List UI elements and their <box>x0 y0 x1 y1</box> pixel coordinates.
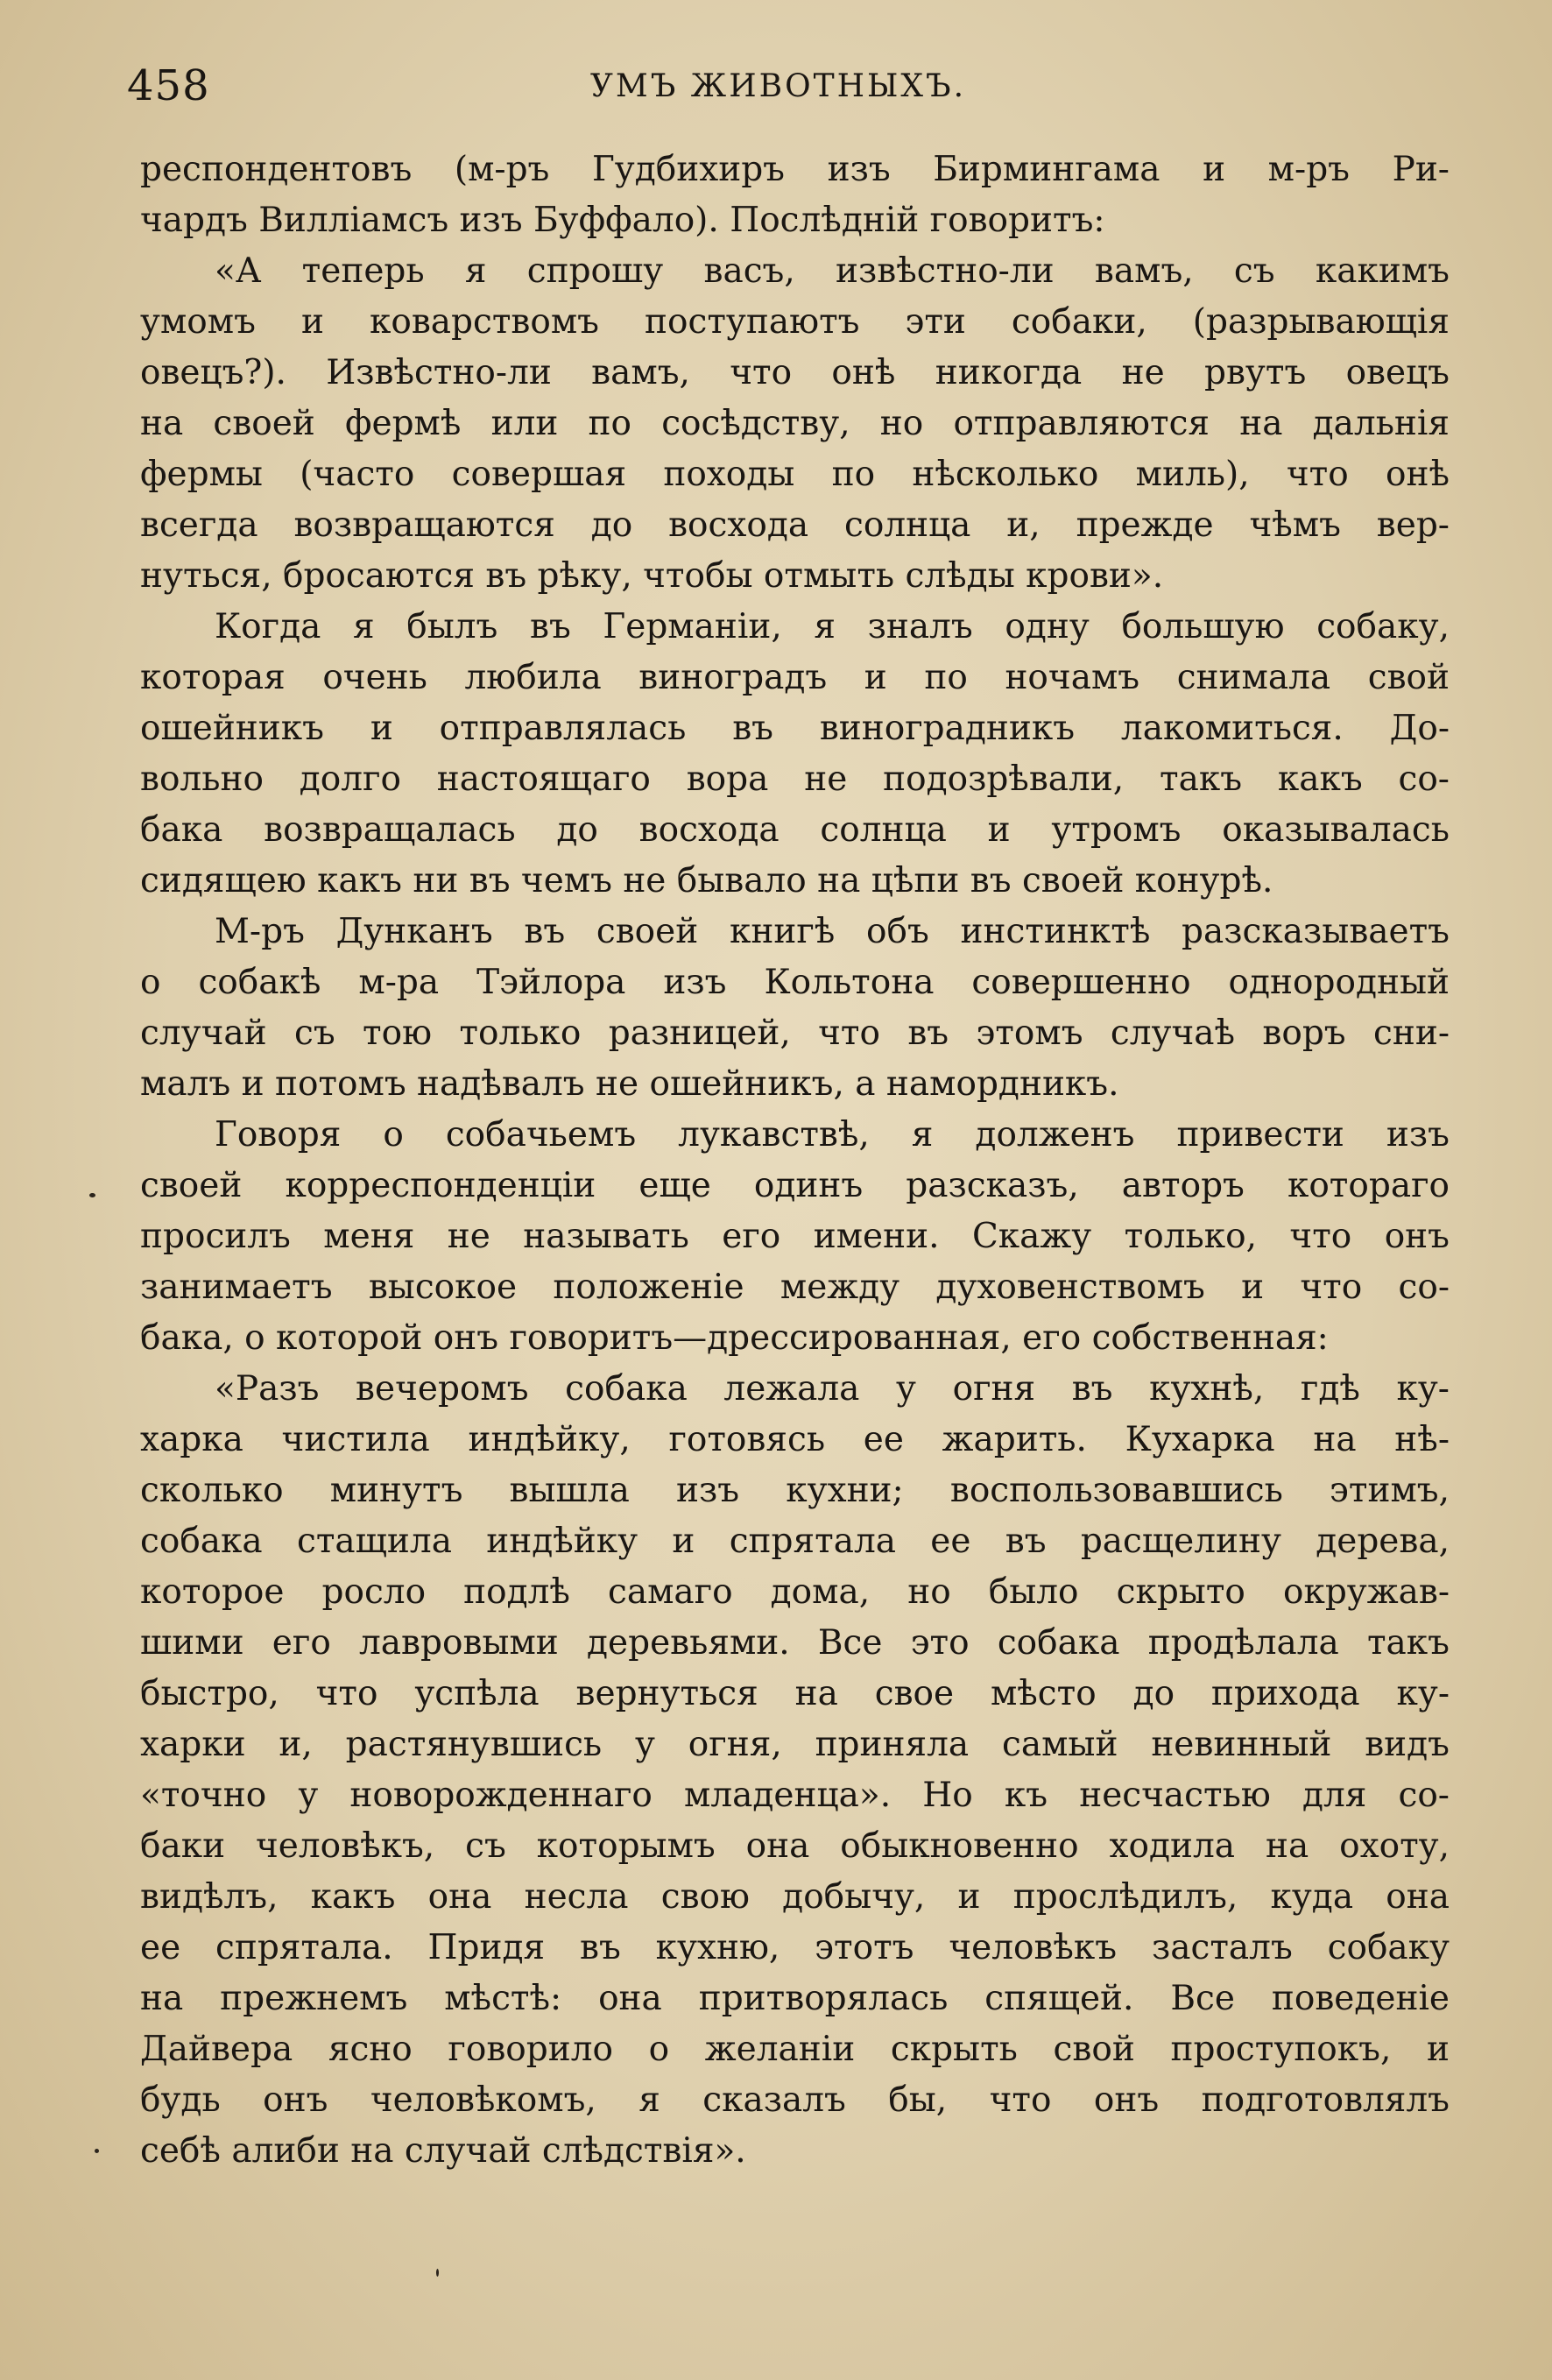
text-line: Говоря о собачьемъ лукавствѣ, я долженъ привести изъ <box>215 1115 1450 1155</box>
page-header <box>127 60 1429 112</box>
paragraph-p6 <box>140 1364 1450 2177</box>
text-line: нуться, бросаются въ рѣку, чтобы отмыть слѣды крови». <box>140 556 1164 596</box>
text-line: сколько минутъ вышла изъ кухни; воспользовавшись этимъ, <box>140 1471 1450 1510</box>
text-line: которая очень любила виноградъ и по ночамъ снимала свой <box>140 658 1450 697</box>
text-line: о собакѣ м-ра Тэйлора изъ Кольтона совершенно однородный <box>140 963 1450 1002</box>
text-line: М-ръ Дунканъ въ своей книгѣ объ инстинктѣ разсказываетъ <box>215 912 1450 951</box>
text-line: «точно у новорожденнаго младенца». Но къ несчастью для со- <box>140 1776 1450 1815</box>
text-line: ошейникъ и отправлялась въ виноградникъ лакомиться. До- <box>140 709 1450 748</box>
text-line: шими его лавровыми деревьями. Все это собака продѣлала такъ <box>140 1623 1450 1663</box>
text-line: фермы (часто совершая походы по нѣсколько миль), что онѣ <box>140 455 1450 494</box>
text-line: «Разъ вечеромъ собака лежала у огня въ кухнѣ, гдѣ ку- <box>215 1369 1450 1409</box>
print-speck <box>95 2149 99 2153</box>
text-line: видѣлъ, какъ она несла свою добычу, и прослѣдилъ, куда она <box>140 1877 1450 1917</box>
paragraph-p5 <box>140 1110 1450 1364</box>
text-line: бака возвращалась до восхода солнца и утромъ оказывалась <box>140 810 1450 850</box>
text-line: собака стащила индѣйку и спрятала ее въ расщелину дерева, <box>140 1522 1450 1561</box>
print-speck <box>436 2269 439 2277</box>
print-speck <box>89 1193 95 1197</box>
text-line: малъ и потомъ надѣвалъ не ошейникъ, а намордникъ. <box>140 1064 1119 1104</box>
text-line: себѣ алиби на случай слѣдствія». <box>140 2131 746 2171</box>
text-line: просилъ меня не называть его имени. Скажу только, что онъ <box>140 1217 1450 1256</box>
text-line: харки и, растянувшись у огня, приняла самый невинный видъ <box>140 1725 1450 1764</box>
text-line: сидящею какъ ни въ чемъ не бывало на цѣпи въ своей конурѣ. <box>140 861 1273 900</box>
text-line: на своей фермѣ или по сосѣдству, но отправляются на дальнія <box>140 404 1450 443</box>
text-line: баки человѣкъ, съ которымъ она обыкновенно ходила на охоту, <box>140 1826 1450 1866</box>
paragraph-p2 <box>140 246 1450 602</box>
text-line: вольно долго настоящаго вора не подозрѣвали, такъ какъ со- <box>140 759 1450 799</box>
text-line: чардъ Вилліамсъ изъ Буффало). Послѣдній говоритъ: <box>140 201 1105 240</box>
text-line: бака, о которой онъ говоритъ—дрессированная, его собственная: <box>140 1318 1329 1358</box>
text-line: овецъ?). Извѣстно-ли вамъ, что онѣ никогда не рвутъ овецъ <box>140 353 1450 392</box>
body-text <box>140 145 1450 2177</box>
text-line: которое росло подлѣ самаго дома, но было скрыто окружав- <box>140 1572 1450 1612</box>
text-line: будь онъ человѣкомъ, я сказалъ бы, что онъ подготовлялъ <box>140 2080 1450 2120</box>
text-line: быстро, что успѣла вернуться на свое мѣсто до прихода ку- <box>140 1674 1450 1713</box>
text-line: харка чистила индѣйку, готовясь ее жарить. Кухарка на нѣ- <box>140 1420 1450 1459</box>
paragraph-p4 <box>140 907 1450 1110</box>
text-line: на прежнемъ мѣстѣ: она притворялась спящей. Все поведеніе <box>140 1979 1450 2018</box>
paragraph-p3 <box>140 602 1450 907</box>
text-line: умомъ и коварствомъ поступаютъ эти собаки, (разрывающія <box>140 302 1450 342</box>
running-title: УМЪ ЖИВОТНЫХЪ. <box>589 68 967 104</box>
text-line: Когда я былъ въ Германіи, я зналъ одну большую собаку, <box>215 607 1450 646</box>
page-number: 458 <box>127 61 210 110</box>
text-line: своей корреспонденціи еще одинъ разсказъ, авторъ котораго <box>140 1166 1450 1205</box>
text-line: респондентовъ (м-ръ Гудбихиръ изъ Бирмингама и м-ръ Ри- <box>140 150 1450 189</box>
text-line: случай съ тою только разницей, что въ этомъ случаѣ воръ сни- <box>140 1013 1450 1053</box>
text-line: «А теперь я спрошу васъ, извѣстно-ли вамъ, съ какимъ <box>215 251 1450 291</box>
text-line: занимаетъ высокое положеніе между духовенствомъ и что со- <box>140 1268 1450 1307</box>
paragraph-p1 <box>140 145 1450 246</box>
text-line: Дайвера ясно говорило о желаніи скрыть свой проступокъ, и <box>140 2030 1450 2069</box>
text-line: ее спрятала. Придя въ кухню, этотъ человѣкъ засталъ собаку <box>140 1928 1450 1967</box>
text-line: всегда возвращаются до восхода солнца и, прежде чѣмъ вер- <box>140 505 1450 545</box>
